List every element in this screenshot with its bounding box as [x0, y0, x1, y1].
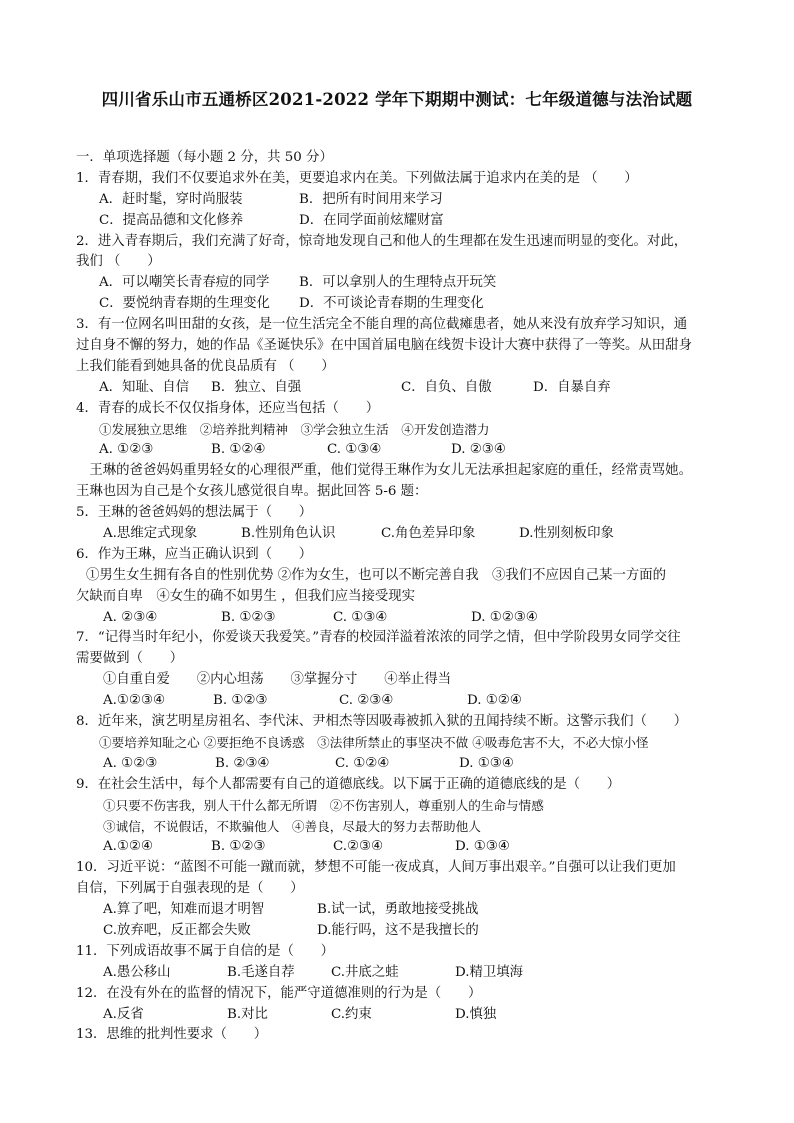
- option-c: C.放弃吧，反正都会失败: [103, 922, 251, 938]
- option-a: A．可以嘲笑长青春痘的同学: [99, 275, 270, 291]
- option-c: C．要悦纳青春期的生理变化: [99, 296, 270, 312]
- option-d: D．自暴自弃: [533, 379, 611, 395]
- option-d: D．不可谈论青春期的生理变化: [299, 296, 484, 312]
- option-d: D．在同学面前炫耀财富: [299, 212, 444, 228]
- option-a: A. ②③④: [103, 609, 158, 625]
- question-2-stem-line1: 2．进入青春期后，我们充满了好奇，惊奇地发现自己和他人的生理都在发生迅速而明显的变化。对此，: [76, 233, 688, 249]
- question-12-options: [76, 1005, 724, 1026]
- option-a: A.①②④: [103, 839, 153, 855]
- option-d: D. ①③④: [459, 755, 514, 771]
- question-6-stem: 6．作为王琳，应当正确认识到（ ）: [76, 546, 313, 562]
- question-2-stem-line2: 我们 （ ）: [76, 254, 161, 270]
- question-6-items-line1: ①男生女生拥有各自的性别优势 ②作为女生，也可以不断完善自我 ③我们不应因自己某一方面的: [86, 567, 667, 583]
- option-d: D. ①②④: [467, 693, 522, 709]
- question-5-stem: 5．王琳的爸爸妈妈的想法属于（ ）: [76, 505, 313, 521]
- question-9-options: [76, 837, 724, 858]
- question-9-items-line2: ③诚信，不说假话，不欺骗他人 ④善良，尽最大的努力去帮助他人: [103, 818, 481, 834]
- option-d: D. ②③④: [451, 442, 506, 458]
- question-1-stem: 1．青春期，我们不仅要追求外在美，更要追求内在美。下列做法属于追求内在美的是 （ ）: [76, 170, 638, 186]
- option-c: C.角色差异印象: [381, 526, 476, 542]
- option-c: C．提高品德和文化修养: [99, 212, 244, 228]
- option-c: C. ①③④: [333, 609, 388, 625]
- question-10-options-row1: [76, 900, 724, 921]
- question-7-items: ①自重自爱 ②内心坦荡 ③掌握分寸 ④举止得当: [103, 672, 452, 688]
- option-a: A.思维定式现象: [103, 526, 198, 542]
- option-b: B.试一试，勇敢地接受挑战: [317, 902, 479, 918]
- question-10-options-row2: [76, 921, 724, 942]
- question-3-stem-line1: 3．有一位网名叫田甜的女孩，是一位生活完全不能自理的高位截瘫患者，她从来没有放弃学习知识，通: [76, 317, 688, 333]
- option-b: B. ①②③: [213, 693, 268, 709]
- question-7-stem-line2: 需要做到（ ）: [76, 651, 184, 667]
- question-9-items-line1: ①只要不伤害我，别人干什么都无所谓 ②不伤害别人，尊重别人的生命与情感: [103, 797, 544, 813]
- option-a: A．赶时髦，穿时尚服装: [99, 191, 243, 207]
- option-d: D.慎独: [455, 1006, 497, 1022]
- question-3-options: [76, 378, 724, 399]
- option-c: C.井底之蛙: [331, 964, 399, 980]
- section-heading: 一．单项选择题（每小题 2 分，共 50 分）: [76, 150, 333, 165]
- option-c: C. ①②④: [335, 755, 390, 771]
- question-11-stem: 11．下列成语故事不属于自信的是（ ）: [76, 943, 335, 959]
- option-b: B. ①②③: [221, 609, 276, 625]
- option-a: A.算了吧，知难而退才明智: [103, 902, 265, 918]
- question-9-stem: 9．在社会生活中，每个人都需要有自己的道德底线。以下属于正确的道德底线的是（ ）: [76, 776, 621, 792]
- exam-content: [76, 148, 724, 1046]
- option-c: C．自负、自傲: [401, 379, 492, 395]
- question-8-items: ①要培养知耻之心 ②要拒绝不良诱惑 ③法律所禁止的事坚决不做 ④吸毒危害不大，不必大惊小怪: [99, 734, 649, 750]
- option-b: B．可以拿别人的生理特点开玩笑: [299, 275, 497, 291]
- question-2-options-row1: [76, 273, 724, 294]
- option-c: C.约束: [331, 1006, 372, 1022]
- question-1-options-row2: [76, 211, 724, 232]
- option-b: B．把所有时间用来学习: [299, 191, 443, 207]
- option-c: C. ②③④: [339, 693, 394, 709]
- option-a: A．知耻、自信: [99, 379, 190, 395]
- option-b: B.对比: [227, 1006, 268, 1022]
- option-a: A. ①②③: [99, 442, 154, 458]
- question-2-options-row2: [76, 294, 724, 315]
- option-d: D.性别刻板印象: [519, 526, 614, 542]
- question-11-options: [76, 963, 724, 984]
- question-8-stem: 8．近年来，演艺明星房祖名、李代沫、尹相杰等因吸毒被抓入狱的丑闻持续不断。这警示我们（ ）: [76, 714, 688, 730]
- question-3-stem-line3: 上我们能看到她具备的优良品质有 （ ）: [76, 358, 335, 374]
- question-13-stem: 13．思维的批判性要求（ ）: [76, 1027, 268, 1043]
- option-a: A.①②③④: [103, 693, 165, 709]
- option-a: A. ①②③: [103, 755, 158, 771]
- question-4-stem: 4．青春的成长不仅仅指身体，还应当包括（ ）: [76, 400, 380, 416]
- question-12-stem: 12．在没有外在的监督的情况下，能严守道德准则的行为是（ ）: [76, 985, 482, 1001]
- option-a: A.愚公移山: [103, 964, 171, 980]
- option-d: D.能行吗，这不是我擅长的: [317, 922, 479, 938]
- option-d: D. ①②③④: [471, 609, 538, 625]
- question-7-stem-line1: 7．“记得当时年纪小，你爱谈天我爱笑。”青春的校园洋溢着浓浓的同学之情，但中学阶段男女同学交往: [76, 630, 681, 646]
- exam-title: 四川省乐山市五通桥区2021-2022 学年下期期中测试：七年级道德与法治试题: [101, 90, 693, 109]
- question-10-stem-line1: 10．习近平说：“蓝图不可能一蹴而就，梦想不可能一夜成真，人间万事出艰辛。”自强可以让我们更加: [76, 860, 676, 876]
- question-3-stem-line2: 过自身不懈的努力，她的作品《圣诞快乐》在中国首届电脑在线贺卡设计大赛中获得了一等奖。从田甜身: [76, 338, 692, 354]
- question-6-items-line2: 欠缺而自卑 ④女生的确不如男生 ，但我们应当接受现实: [76, 588, 416, 604]
- option-b: B．独立、自强: [211, 379, 302, 395]
- question-4-options: [76, 440, 724, 461]
- option-b: B.性别角色认识: [241, 526, 336, 542]
- option-d: D.精卫填海: [455, 964, 524, 980]
- option-b: B. ①②④: [211, 442, 266, 458]
- question-8-options: [76, 754, 724, 775]
- question-7-options: [76, 691, 724, 712]
- question-5-options: [76, 524, 724, 545]
- question-6-options: [76, 608, 724, 629]
- question-4-items: ①发展独立思维 ②培养批判精神 ③学会独立生活 ④开发创造潜力: [99, 421, 490, 437]
- option-c: C.②③④: [333, 839, 384, 855]
- material-line2: 王琳也因为自己是个女孩儿感觉很自卑。据此回答 5-6 题：: [76, 484, 428, 500]
- option-b: B.毛遂自荐: [227, 964, 295, 980]
- question-10-stem-line2: 自信，下列属于自强表现的是（ ）: [76, 881, 304, 897]
- option-d: D. ①③④: [455, 839, 510, 855]
- option-c: C. ①③④: [327, 442, 382, 458]
- question-1-options-row1: [76, 190, 724, 211]
- option-b: B. ②③④: [215, 755, 270, 771]
- option-a: A.反省: [103, 1006, 144, 1022]
- material-line1: 王琳的爸爸妈妈重男轻女的心理很严重，他们觉得王琳作为女儿无法承担起家庭的重任，经常责骂她。: [76, 463, 692, 479]
- option-b: B. ①②③: [211, 839, 266, 855]
